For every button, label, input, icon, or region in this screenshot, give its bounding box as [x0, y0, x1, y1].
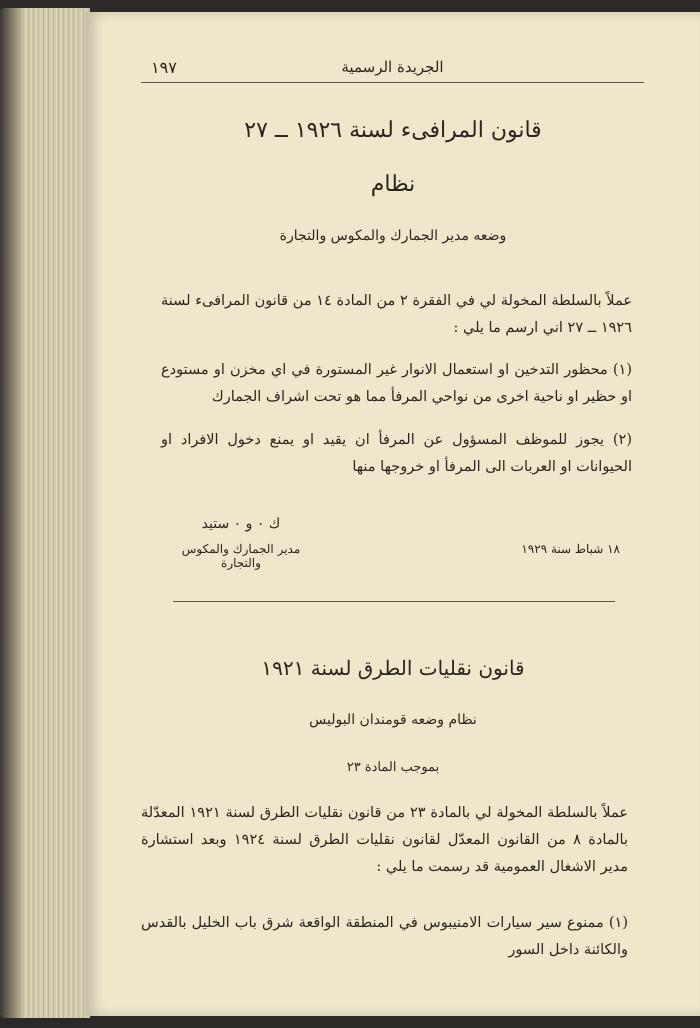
section1-title: قانون المرافىء لسنة ١٩٢٦ ــ ٢٧	[244, 118, 542, 143]
signatory-name: ك ٠ و ٠ ستيد	[201, 516, 281, 532]
section1-clause1: (١) محظور التدخين او استعمال الانوار غير المستورة في اي مخزن او مستودع او حظير او ناحية اخرى من نواحي المرفأ مما هو تحت اشراف الجمارك	[161, 362, 632, 405]
section2-subtitle: نظام وضعه قومندان البوليس	[309, 712, 477, 728]
page-number: ١٩٧	[151, 58, 177, 77]
document-date: ١٨ شباط سنة ١٩٢٩	[521, 542, 620, 556]
section2-title: قانون نقليات الطرق لسنة ١٩٢١	[261, 656, 525, 680]
section2-intro: عملاً بالسلطة المخولة لي بالمادة ٢٣ من قانون نقليات الطرق لسنة ١٩٢١ المعدّلة بالمادة ٨ من القانون المعدّل لقانون نقليات الطرق لسنة ١٩٢٤ وبعد استشارة مدير الاشغال العمومية قد رسمت ما يلي :	[141, 805, 628, 875]
section1-heading: نظام	[370, 172, 416, 197]
section1-clause2: (٢) يجوز للموظف المسؤول عن المرفأ ان يقيد او يمنع دخول الافراد او الحيوانات او العربات الى المرفأ او خروجها منها	[161, 432, 632, 475]
section1-subtitle: وضعه مدير الجمارك والمكوس والتجارة	[279, 228, 507, 244]
document-page	[86, 12, 700, 1016]
section-divider	[173, 601, 615, 602]
section2-basis: بموجب المادة ٢٣	[346, 760, 440, 775]
journal-title: الجريدة الرسمية	[341, 58, 444, 76]
book-spine-shadow	[0, 8, 22, 1018]
section2-clause1: (١) ممنوع سير سيارات الامنيبوس في المنطقة الواقعة شرق باب الخليل بالقدس والكائنة داخل السور	[141, 915, 628, 958]
running-header	[141, 56, 644, 83]
section1-intro: عملاً بالسلطة المخولة لي في الفقرة ٢ من المادة ١٤ من قانون المرافىء لسنة ١٩٢٦ ــ ٢٧ اني ارسم ما يلي :	[161, 293, 632, 336]
signatory-title: مدير الجمارك والمكوس والتجارة	[181, 542, 301, 570]
